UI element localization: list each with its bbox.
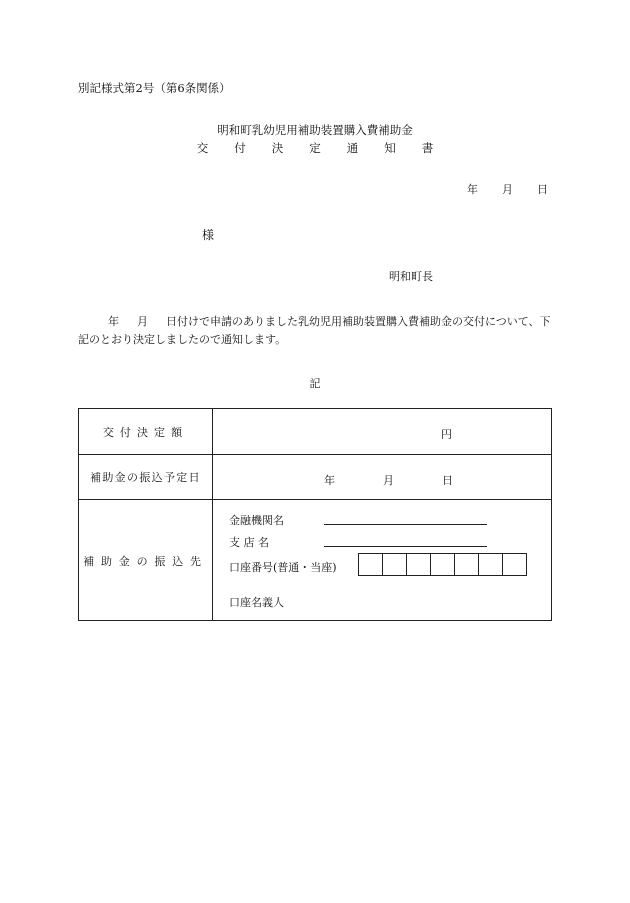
body-year: 年 — [108, 315, 119, 328]
document-subtitle — [0, 140, 630, 156]
account-number-label: 口座番号(普通・当座) — [229, 561, 337, 574]
body-paragraph — [78, 313, 552, 349]
transfer-day: 日 — [442, 474, 453, 487]
date-day: 日 — [537, 183, 548, 196]
subtitle-char: 交 — [196, 141, 209, 155]
form-code-label: 別記様式第2号（第6条関係） — [78, 81, 231, 95]
table-row — [79, 409, 551, 455]
bank-name-field[interactable] — [324, 524, 487, 525]
account-holder-label: 口座名義人 — [229, 596, 284, 609]
account-digit-box[interactable] — [406, 553, 431, 576]
table-row — [79, 455, 551, 500]
details-table — [78, 408, 552, 621]
branch-name-field[interactable] — [324, 546, 487, 547]
subtitle-char: 知 — [384, 141, 396, 155]
subtitle-char: 決 — [271, 141, 284, 155]
account-digit-box[interactable] — [430, 553, 455, 576]
date-year: 年 — [467, 183, 478, 196]
label-transfer-date: 補助金の振込予定日 — [79, 455, 213, 499]
issue-date — [443, 181, 548, 197]
bank-name-label: 金融機関名 — [229, 514, 284, 527]
yen-unit: 円 — [441, 428, 452, 441]
table-row — [79, 500, 551, 621]
account-digit-box[interactable] — [358, 553, 383, 576]
account-digit-box[interactable] — [382, 553, 407, 576]
subtitle-char: 書 — [421, 141, 434, 155]
ki-heading: 記 — [309, 377, 321, 390]
issuer-name: 明和町長 — [389, 270, 433, 283]
document-title: 明和町乳幼児用補助装置購入費補助金 — [217, 123, 413, 137]
subtitle-char: 通 — [346, 141, 359, 155]
branch-name-label: 支 店 名 — [229, 536, 269, 549]
account-number-boxes[interactable] — [358, 553, 527, 576]
subtitle-char: 定 — [309, 141, 321, 155]
account-digit-box[interactable] — [502, 553, 527, 576]
account-digit-box[interactable] — [454, 553, 479, 576]
body-month: 月 — [137, 315, 148, 328]
label-transfer-destination: 補助金の振込先 — [79, 500, 213, 621]
date-month: 月 — [502, 183, 513, 196]
subtitle-char: 付 — [234, 141, 246, 155]
label-grant-amount: 交付決定額 — [79, 409, 213, 454]
body-text: 日付けで申請のありました乳幼児用補助装置購入費補助金の交付について、下記のとおり決定しましたので通知します。 — [78, 315, 551, 346]
transfer-month: 月 — [383, 474, 394, 487]
recipient-honorific: 様 — [202, 228, 215, 242]
transfer-year: 年 — [324, 474, 335, 487]
account-digit-box[interactable] — [478, 553, 503, 576]
